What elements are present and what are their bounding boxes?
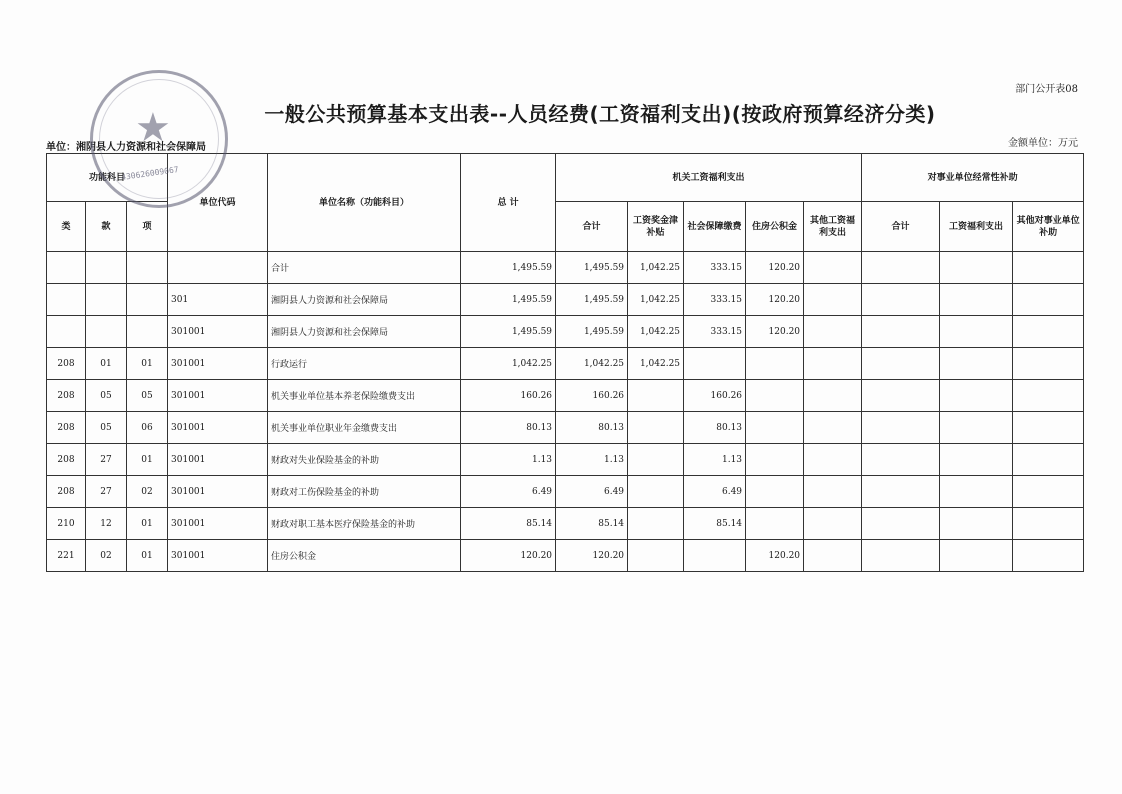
page-title: 一般公共预算基本支出表--人员经费(工资福利支出)(按政府预算经济分类) <box>264 102 936 126</box>
cell-total: 1,042.25 <box>461 348 556 380</box>
table-row <box>47 476 1084 508</box>
amount-unit: 金额单位：万元 <box>1008 138 1078 149</box>
cell-salary-other <box>804 316 862 348</box>
cell-salary-total: 80.13 <box>556 412 628 444</box>
cell-subsidy-wage <box>940 284 1013 316</box>
cell-subsidy-wage <box>940 380 1013 412</box>
header-salary-total: 合计 <box>556 202 628 252</box>
header-functional-subject: 功能科目 <box>47 154 168 202</box>
header-unit-code: 单位代码 <box>168 154 268 252</box>
cell-kuan: 02 <box>86 540 127 572</box>
cell-lei <box>47 252 86 284</box>
cell-salary-social: 333.15 <box>684 252 746 284</box>
header-subsidy-total: 合计 <box>862 202 940 252</box>
cell-unit-name: 行政运行 <box>268 348 461 380</box>
table-row <box>47 412 1084 444</box>
cell-salary-total: 1,495.59 <box>556 252 628 284</box>
cell-kuan: 27 <box>86 476 127 508</box>
cell-salary-social <box>684 540 746 572</box>
cell-salary-social <box>684 348 746 380</box>
header-salary-social: 社会保障缴费 <box>684 202 746 252</box>
cell-xiang: 01 <box>127 508 168 540</box>
cell-lei: 208 <box>47 380 86 412</box>
cell-unit-name: 湘阴县人力资源和社会保障局 <box>268 284 461 316</box>
cell-subsidy-other <box>1013 252 1084 284</box>
cell-salary-other <box>804 476 862 508</box>
cell-salary-other <box>804 412 862 444</box>
cell-salary-total: 1.13 <box>556 444 628 476</box>
header-lei: 类 <box>47 202 86 252</box>
cell-salary-other <box>804 508 862 540</box>
cell-salary-wage: 1,042.25 <box>628 284 684 316</box>
table-row <box>47 508 1084 540</box>
cell-unit-name: 机关事业单位基本养老保险缴费支出 <box>268 380 461 412</box>
table-row <box>47 284 1084 316</box>
cell-subsidy-total <box>862 284 940 316</box>
header-xiang: 项 <box>127 202 168 252</box>
cell-subsidy-total <box>862 380 940 412</box>
header-salary-other: 其他工资福利支出 <box>804 202 862 252</box>
cell-unit-code: 301001 <box>168 508 268 540</box>
cell-subsidy-other <box>1013 348 1084 380</box>
cell-salary-housing <box>746 412 804 444</box>
cell-subsidy-other <box>1013 540 1084 572</box>
header-subsidy-other: 其他对事业单位补助 <box>1013 202 1084 252</box>
cell-salary-total: 120.20 <box>556 540 628 572</box>
cell-salary-housing: 120.20 <box>746 252 804 284</box>
table-row <box>47 316 1084 348</box>
cell-salary-housing <box>746 348 804 380</box>
cell-salary-housing <box>746 476 804 508</box>
header-salary-housing: 住房公积金 <box>746 202 804 252</box>
cell-salary-social: 160.26 <box>684 380 746 412</box>
cell-salary-wage <box>628 412 684 444</box>
cell-salary-social: 1.13 <box>684 444 746 476</box>
cell-unit-code: 301001 <box>168 380 268 412</box>
cell-subsidy-other <box>1013 476 1084 508</box>
cell-unit-name: 机关事业单位职业年金缴费支出 <box>268 412 461 444</box>
seal-number: 430626009067 <box>120 165 180 182</box>
cell-lei: 208 <box>47 412 86 444</box>
cell-kuan: 01 <box>86 348 127 380</box>
cell-subsidy-wage <box>940 316 1013 348</box>
cell-salary-other <box>804 380 862 412</box>
cell-subsidy-other <box>1013 412 1084 444</box>
cell-unit-code: 301001 <box>168 412 268 444</box>
cell-lei: 208 <box>47 444 86 476</box>
header-unit-name: 单位名称（功能科目） <box>268 154 461 252</box>
cell-total: 160.26 <box>461 380 556 412</box>
table-row <box>47 444 1084 476</box>
cell-subsidy-wage <box>940 252 1013 284</box>
cell-salary-total: 160.26 <box>556 380 628 412</box>
cell-salary-other <box>804 348 862 380</box>
cell-unit-name: 财政对工伤保险基金的补助 <box>268 476 461 508</box>
cell-salary-social: 6.49 <box>684 476 746 508</box>
cell-unit-code: 301001 <box>168 316 268 348</box>
cell-unit-code: 301001 <box>168 476 268 508</box>
cell-unit-code: 301001 <box>168 540 268 572</box>
cell-lei: 221 <box>47 540 86 572</box>
cell-kuan: 05 <box>86 380 127 412</box>
cell-salary-wage <box>628 476 684 508</box>
header-subsidy-wage: 工资福利支出 <box>940 202 1013 252</box>
cell-xiang <box>127 284 168 316</box>
cell-xiang <box>127 316 168 348</box>
cell-subsidy-other <box>1013 284 1084 316</box>
cell-subsidy-wage <box>940 444 1013 476</box>
cell-total: 6.49 <box>461 476 556 508</box>
cell-salary-wage <box>628 540 684 572</box>
cell-salary-other <box>804 444 862 476</box>
cell-lei <box>47 316 86 348</box>
cell-salary-total: 1,495.59 <box>556 284 628 316</box>
header-subsidy-group: 对事业单位经常性补助 <box>862 154 1084 202</box>
cell-xiang: 01 <box>127 540 168 572</box>
form-code: 部门公开表08 <box>1015 84 1078 95</box>
cell-salary-wage: 1,042.25 <box>628 252 684 284</box>
cell-subsidy-wage <box>940 540 1013 572</box>
cell-salary-other <box>804 252 862 284</box>
cell-salary-total: 85.14 <box>556 508 628 540</box>
cell-kuan <box>86 252 127 284</box>
cell-xiang: 01 <box>127 348 168 380</box>
cell-salary-housing: 120.20 <box>746 540 804 572</box>
cell-total: 85.14 <box>461 508 556 540</box>
cell-salary-wage <box>628 380 684 412</box>
cell-salary-social: 333.15 <box>684 284 746 316</box>
cell-total: 1,495.59 <box>461 284 556 316</box>
cell-subsidy-total <box>862 444 940 476</box>
cell-xiang: 06 <box>127 412 168 444</box>
cell-total: 1.13 <box>461 444 556 476</box>
table-row <box>47 252 1084 284</box>
table-row <box>47 348 1084 380</box>
cell-subsidy-wage <box>940 508 1013 540</box>
cell-unit-name: 合计 <box>268 252 461 284</box>
cell-unit-code <box>168 252 268 284</box>
cell-total: 1,495.59 <box>461 316 556 348</box>
cell-unit-name: 财政对职工基本医疗保险基金的补助 <box>268 508 461 540</box>
cell-subsidy-wage <box>940 476 1013 508</box>
cell-salary-total: 1,495.59 <box>556 316 628 348</box>
cell-subsidy-total <box>862 252 940 284</box>
table-row <box>47 540 1084 572</box>
star-icon: ★ <box>135 105 171 151</box>
cell-subsidy-total <box>862 508 940 540</box>
header-kuan: 款 <box>86 202 127 252</box>
cell-subsidy-wage <box>940 412 1013 444</box>
cell-unit-code: 301 <box>168 284 268 316</box>
cell-subsidy-total <box>862 316 940 348</box>
cell-xiang <box>127 252 168 284</box>
cell-subsidy-other <box>1013 508 1084 540</box>
header-total: 总 计 <box>461 154 556 252</box>
reporting-unit: 单位：湘阴县人力资源和社会保障局 <box>46 142 206 153</box>
cell-salary-total: 6.49 <box>556 476 628 508</box>
cell-kuan: 27 <box>86 444 127 476</box>
cell-salary-housing: 120.20 <box>746 284 804 316</box>
cell-salary-wage <box>628 508 684 540</box>
cell-salary-social: 80.13 <box>684 412 746 444</box>
cell-unit-code: 301001 <box>168 444 268 476</box>
header-salary-group: 机关工资福利支出 <box>556 154 862 202</box>
cell-salary-housing <box>746 444 804 476</box>
cell-salary-housing <box>746 380 804 412</box>
cell-unit-name: 财政对失业保险基金的补助 <box>268 444 461 476</box>
table-row <box>47 380 1084 412</box>
cell-lei <box>47 284 86 316</box>
cell-salary-wage <box>628 444 684 476</box>
cell-xiang: 02 <box>127 476 168 508</box>
cell-salary-wage: 1,042.25 <box>628 348 684 380</box>
cell-salary-total: 1,042.25 <box>556 348 628 380</box>
cell-subsidy-other <box>1013 444 1084 476</box>
cell-kuan: 05 <box>86 412 127 444</box>
cell-subsidy-other <box>1013 380 1084 412</box>
cell-lei: 210 <box>47 508 86 540</box>
cell-subsidy-total <box>862 412 940 444</box>
cell-lei: 208 <box>47 348 86 380</box>
cell-xiang: 01 <box>127 444 168 476</box>
cell-subsidy-wage <box>940 348 1013 380</box>
cell-salary-housing <box>746 508 804 540</box>
cell-salary-housing: 120.20 <box>746 316 804 348</box>
cell-subsidy-total <box>862 540 940 572</box>
cell-kuan <box>86 284 127 316</box>
cell-salary-other <box>804 284 862 316</box>
cell-salary-wage: 1,042.25 <box>628 316 684 348</box>
cell-unit-name: 住房公积金 <box>268 540 461 572</box>
cell-xiang: 05 <box>127 380 168 412</box>
cell-total: 80.13 <box>461 412 556 444</box>
cell-subsidy-other <box>1013 316 1084 348</box>
budget-table <box>46 153 1084 572</box>
cell-total: 1,495.59 <box>461 252 556 284</box>
cell-salary-social: 85.14 <box>684 508 746 540</box>
cell-subsidy-total <box>862 476 940 508</box>
cell-kuan: 12 <box>86 508 127 540</box>
cell-subsidy-total <box>862 348 940 380</box>
cell-salary-other <box>804 540 862 572</box>
cell-salary-social: 333.15 <box>684 316 746 348</box>
cell-unit-code: 301001 <box>168 348 268 380</box>
cell-unit-name: 湘阴县人力资源和社会保障局 <box>268 316 461 348</box>
header-salary-wage: 工资奖金津补贴 <box>628 202 684 252</box>
cell-lei: 208 <box>47 476 86 508</box>
cell-total: 120.20 <box>461 540 556 572</box>
cell-kuan <box>86 316 127 348</box>
